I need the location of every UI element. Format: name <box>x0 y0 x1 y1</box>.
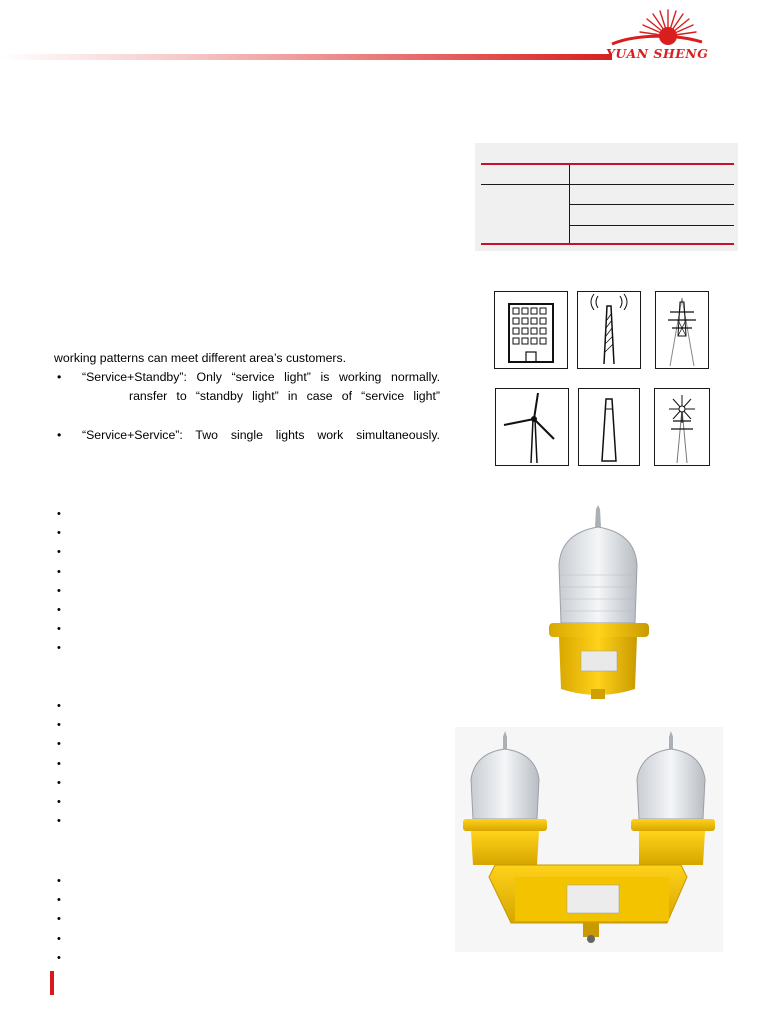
building-icon <box>494 291 568 369</box>
feature-bullet: • <box>57 508 61 520</box>
double-obstruction-light-photo <box>455 727 723 952</box>
feature-bullet: • <box>57 623 61 636</box>
bullet-symbol: • <box>57 428 62 442</box>
chimney-icon <box>578 388 640 466</box>
page-marker <box>50 971 54 995</box>
brand-name: YUAN SHENG <box>606 46 709 61</box>
feature-bullet: • <box>57 757 61 770</box>
spec-table-row-rule <box>569 204 734 205</box>
single-obstruction-light-photo <box>541 505 661 705</box>
telecom-tower-icon <box>577 291 641 369</box>
feature-bullet: • <box>57 700 61 712</box>
wind-turbine-icon <box>495 388 569 466</box>
feature-bullet: • <box>57 719 61 732</box>
service-service-line1: “Service+Service”: Two single lights work simultaneously. <box>82 428 440 442</box>
spec-table <box>475 143 738 251</box>
feature-bullet: • <box>57 546 61 559</box>
spec-table-bottom-rule <box>481 243 734 245</box>
spec-table-top-rule <box>481 163 734 165</box>
feature-bullet: • <box>57 604 61 616</box>
bullet-symbol: • <box>57 370 62 384</box>
feature-bullet: • <box>57 527 61 540</box>
header-gradient-bar <box>0 54 612 60</box>
feature-bullet: • <box>57 584 61 597</box>
power-pylon-icon <box>655 291 709 369</box>
feature-bullet: • <box>57 565 61 578</box>
feature-bullet: • <box>57 738 61 751</box>
feature-bullet: • <box>57 776 61 789</box>
working-patterns-intro: working patterns can meet different area’s customers. <box>54 351 347 365</box>
service-standby-line1: “Service+Standby”: Only “service light” is working normally. <box>82 370 440 384</box>
feature-bullet: • <box>57 932 61 945</box>
feature-bullet: • <box>57 642 61 655</box>
feature-bullet: • <box>57 875 61 887</box>
spec-table-row-rule <box>481 184 734 185</box>
feature-bullet: • <box>57 951 61 964</box>
feature-bullet: • <box>57 796 61 808</box>
feature-bullet: • <box>57 913 61 926</box>
sun-logo-icon <box>606 6 706 48</box>
service-standby-line2: ransfer to “standby light” in case of “service light” <box>129 389 440 403</box>
brand-logo <box>606 6 709 66</box>
feature-bullet: • <box>57 815 61 828</box>
lit-tower-icon <box>654 388 710 466</box>
feature-bullet: • <box>57 894 61 907</box>
spec-table-row-rule <box>569 225 734 226</box>
